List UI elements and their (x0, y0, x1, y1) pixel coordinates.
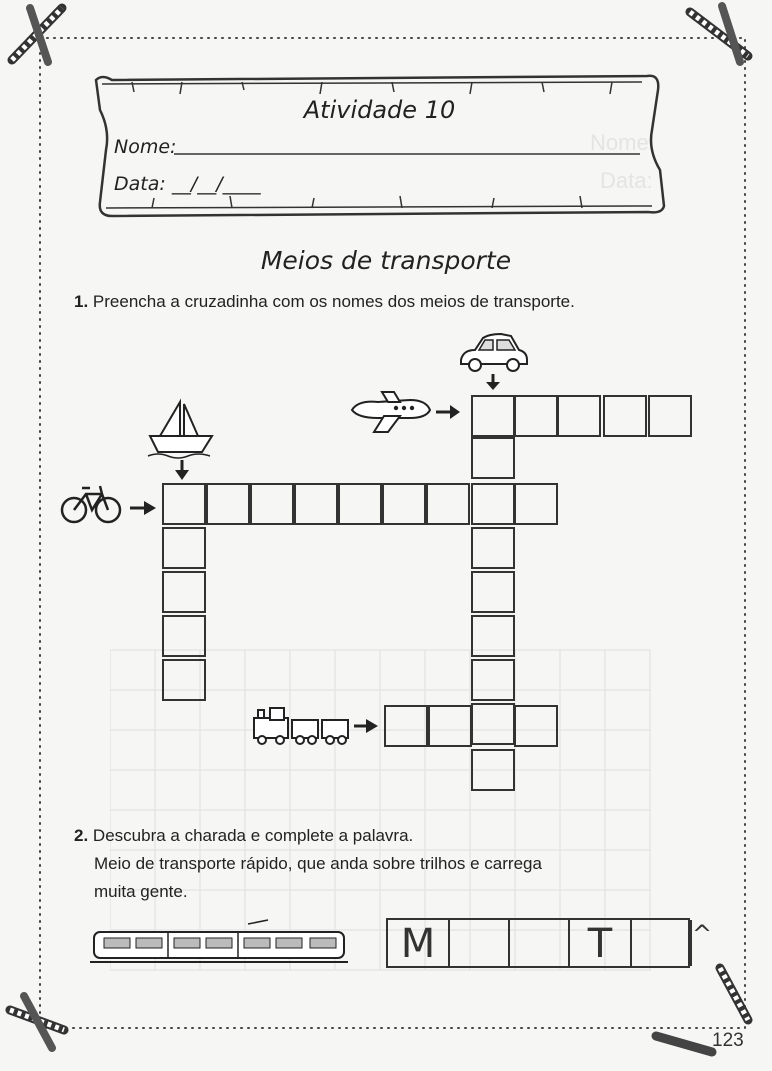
answer-letter-box[interactable] (510, 920, 570, 966)
name-label: Nome: (114, 136, 177, 158)
crossword-cell[interactable] (162, 527, 206, 569)
crossword-cell[interactable] (514, 483, 558, 525)
crossword-cell[interactable] (338, 483, 382, 525)
crossword-cell[interactable] (471, 395, 515, 437)
page-number: 123 (712, 1030, 744, 1051)
riddle-line: muita gente. (94, 882, 188, 901)
answer-letter-box[interactable] (632, 920, 692, 966)
sailboat-icon (146, 398, 216, 484)
crossword-cell[interactable] (471, 703, 515, 745)
question-number: 2. (74, 826, 89, 845)
riddle-line: Meio de transporte rápido, que anda sobre trilhos e carrega (94, 854, 542, 873)
crossword-cell[interactable] (382, 483, 426, 525)
question-1 (74, 292, 575, 312)
crossword-cell[interactable] (162, 571, 206, 613)
crossword-cell[interactable] (471, 749, 515, 791)
answer-letter-box[interactable]: M (388, 920, 450, 966)
crossword-cell[interactable] (471, 483, 515, 525)
train-icon (250, 700, 380, 748)
question-number: 1. (74, 292, 89, 311)
crossword-cell[interactable] (426, 483, 470, 525)
crossword-cell[interactable] (471, 659, 515, 701)
crossword-cell[interactable] (162, 615, 206, 657)
date-label-text: Data: (114, 173, 166, 195)
crossword-cell[interactable] (206, 483, 250, 525)
question-text: Preencha a cruzadinha com os nomes dos meios de transporte. (92, 292, 575, 311)
crossword-cell[interactable] (294, 483, 338, 525)
airplane-icon (348, 388, 466, 438)
crossword-cell[interactable] (162, 483, 206, 525)
subway-train-icon (88, 918, 350, 966)
section-title: Meios de transporte (260, 246, 512, 275)
crossword-cell[interactable] (471, 437, 515, 479)
answer-letter-box[interactable]: T (570, 920, 632, 966)
ghost-text: Nome: (590, 130, 655, 155)
crossword-cell[interactable] (471, 571, 515, 613)
question-2 (74, 822, 542, 906)
crossword-cell[interactable] (471, 615, 515, 657)
crossword-cell[interactable] (557, 395, 601, 437)
pencil-icon (12, 8, 62, 62)
pencil-icon (690, 6, 748, 62)
crossword-cell[interactable] (384, 705, 428, 747)
crossword-cell[interactable] (250, 483, 294, 525)
header-box (92, 70, 667, 218)
crossword-cell[interactable] (514, 395, 558, 437)
date-blank: __/__/____ (171, 173, 261, 195)
answer-letter-box[interactable] (450, 920, 510, 966)
crossword-cell[interactable] (514, 705, 558, 747)
crossword-cell[interactable] (648, 395, 692, 437)
pencil-icon (10, 996, 64, 1048)
bicycle-icon (58, 482, 162, 526)
header-scroll-border (92, 70, 667, 218)
answer-boxes (386, 918, 713, 968)
activity-title: Atividade 10 (303, 96, 456, 124)
crossword-cell[interactable] (603, 395, 647, 437)
crossword-cell[interactable] (162, 659, 206, 701)
answer-letter-box[interactable]: ^ (692, 920, 713, 948)
crossword-cell[interactable] (428, 705, 472, 747)
car-icon (455, 330, 530, 390)
crossword-cell[interactable] (471, 527, 515, 569)
date-label (114, 173, 261, 195)
question-text: Descubra a charada e complete a palavra. (92, 826, 414, 845)
ghost-text: Data: (600, 168, 653, 193)
